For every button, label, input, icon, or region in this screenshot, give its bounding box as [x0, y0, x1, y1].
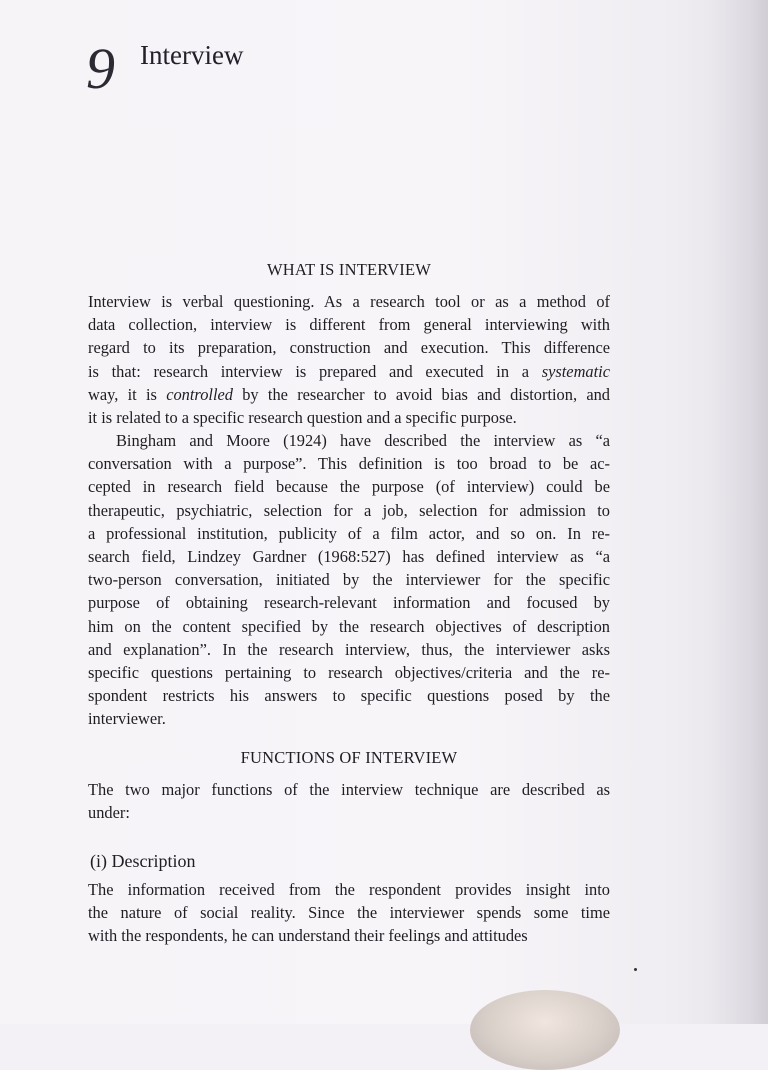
paragraph-bingham-moore — [88, 429, 610, 731]
text-line: specific questions pertaining to research objectives/criteria and the re- — [88, 663, 610, 683]
text-line: the nature of social reality. Since the interviewer spends some time — [88, 903, 610, 923]
section-heading-what-is-interview: WHAT IS INTERVIEW — [267, 260, 431, 279]
speck — [634, 968, 637, 971]
text-line: under: — [88, 803, 130, 823]
text-line: with the respondents, he can understand their feelings and attitudes — [88, 926, 528, 946]
paragraph-definition — [88, 290, 610, 429]
paragraph-description — [88, 878, 610, 948]
text-line: The two major functions of the interview technique are described as — [88, 780, 610, 799]
section-heading-functions: FUNCTIONS OF INTERVIEW — [240, 748, 458, 767]
text-line: him on the content specified by the research objectives of description — [88, 616, 610, 636]
chapter-title: Interview — [140, 40, 244, 70]
paragraph-functions-intro — [88, 778, 610, 824]
text-line: way, it is controlled by the researcher to avoid bias and distortion, and — [88, 384, 610, 404]
text-line: conversation with a purpose”. This definition is too broad to be ac- — [88, 454, 610, 474]
chapter-number: 9 — [86, 36, 115, 101]
text-line: it is related to a specific research question and a specific purpose. — [88, 408, 517, 428]
text-line: spondent restricts his answers to specific questions posed by the — [88, 686, 610, 706]
text-line: interviewer. — [88, 709, 166, 729]
subheading-description: (i) Description — [90, 851, 196, 871]
text-line: is that: research interview is prepared and executed in a systematic — [88, 361, 610, 381]
text-line: purpose of obtaining research-relevant information and focused by — [88, 593, 610, 613]
text-line: data collection, interview is different from general interviewing with — [88, 315, 610, 335]
thumb-shadow — [470, 990, 620, 1070]
text-line: Interview is verbal questioning. As a research tool or as a method of — [88, 292, 610, 311]
page-edge-shadow — [708, 0, 768, 1024]
text-line: therapeutic, psychiatric, selection for a job, selection for admission to — [88, 500, 610, 520]
text-line: and explanation”. In the research interview, thus, the interviewer asks — [88, 639, 610, 659]
text-line: two-person conversation, initiated by the interviewer for the specific — [88, 570, 610, 590]
text-line: The information received from the respondent provides insight into — [88, 880, 610, 899]
text-line: cepted in research field because the purpose (of interview) could be — [88, 477, 610, 497]
text-line: Bingham and Moore (1924) have described the interview as “a — [116, 431, 610, 450]
text-line: a professional institution, publicity of a film actor, and so on. In re- — [88, 523, 610, 543]
text-line: regard to its preparation, construction and execution. This difference — [88, 338, 610, 358]
text-line: search field, Lindzey Gardner (1968:527) has defined interview as “a — [88, 547, 610, 567]
